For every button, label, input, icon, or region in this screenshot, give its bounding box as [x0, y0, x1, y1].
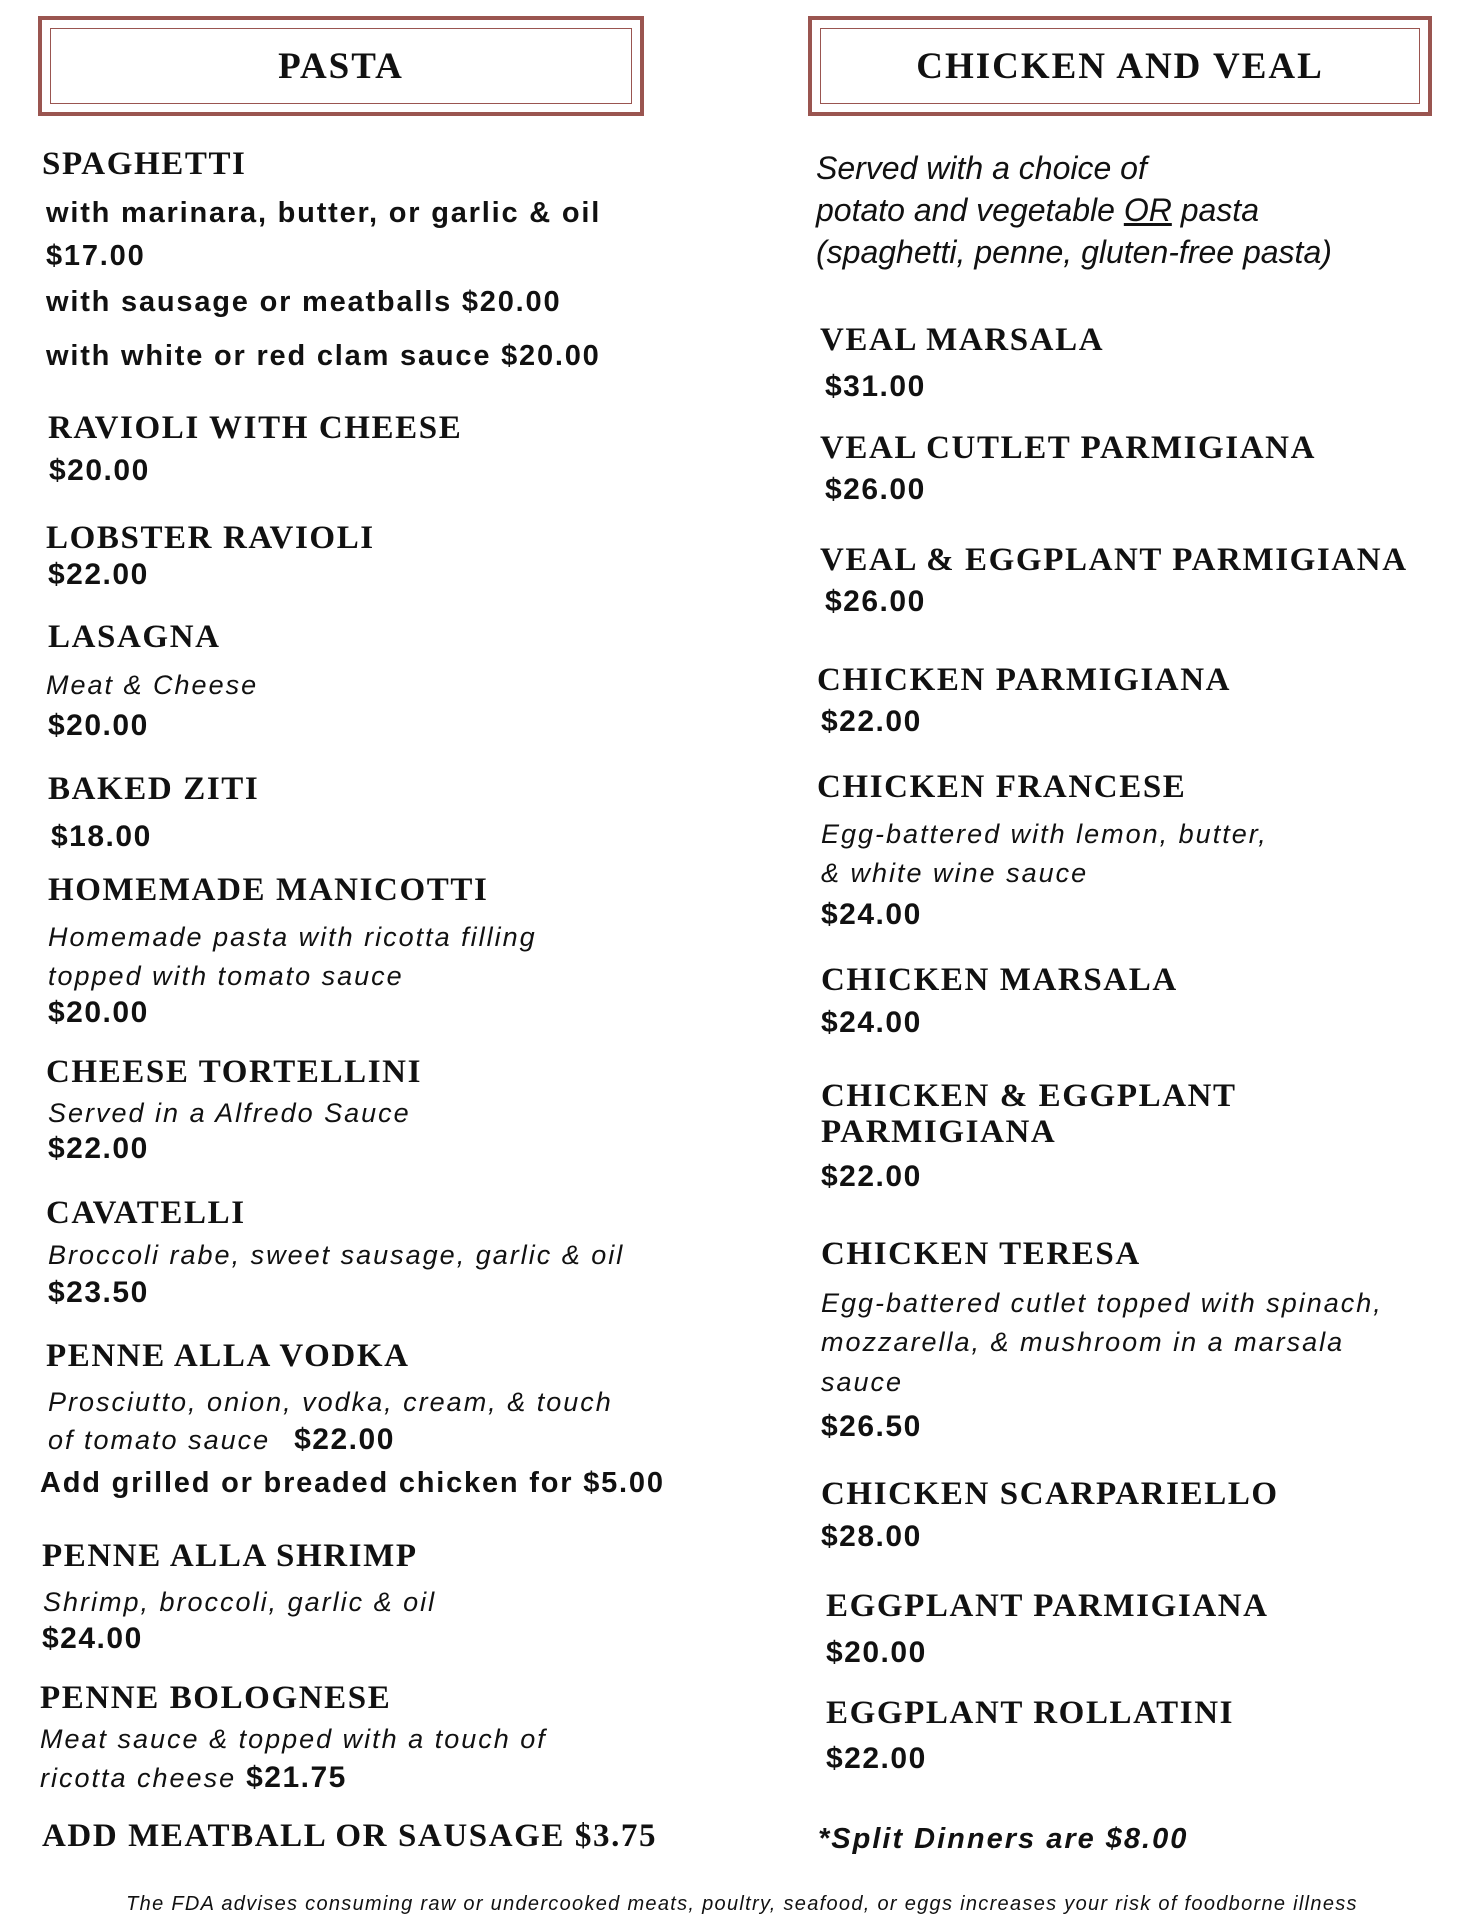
intro-line2-or: OR — [1123, 192, 1172, 228]
penne-vodka-price: $22.00 — [294, 1423, 395, 1456]
cavatelli-price: $23.50 — [48, 1276, 149, 1309]
chicken-teresa-desc-line2: mozzarella, & mushroom in a marsala — [821, 1327, 1345, 1357]
penne-vodka-addon: Add grilled or breaded chicken for $5.00 — [40, 1467, 665, 1499]
lobster-ravioli-price: $22.00 — [48, 558, 149, 591]
chicken-parm-price: $22.00 — [821, 705, 922, 738]
penne-bolognese-desc-line2-text: ricotta cheese — [40, 1763, 237, 1793]
intro-line2-post: pasta — [1171, 192, 1259, 228]
ravioli-price: $20.00 — [49, 454, 150, 487]
penne-vodka-desc-line1: Prosciutto, onion, vodka, cream, & touch — [48, 1387, 613, 1417]
fda-disclaimer: The FDA advises consuming raw or undercooked meats, poultry, seafood, or eggs increases your risk of foodborne illness — [126, 1893, 1358, 1915]
veal-marsala-name: VEAL MARSALA — [820, 322, 1105, 358]
veal-cutlet-price: $26.00 — [825, 473, 926, 506]
penne-vodka-desc-line2-text: of tomato sauce — [48, 1425, 271, 1455]
intro-line2-pre: potato and vegetable — [816, 192, 1124, 228]
penne-shrimp-desc: Shrimp, broccoli, garlic & oil — [43, 1587, 437, 1617]
intro-line1: Served with a choice of — [816, 150, 1147, 186]
chicken-francese-desc-line2: & white wine sauce — [821, 858, 1089, 888]
penne-bolognese-desc-line1: Meat sauce & topped with a touch of — [40, 1724, 547, 1754]
chicken-eggplant-name-line2: PARMIGIANA — [821, 1114, 1057, 1150]
penne-bolognese-price: $21.75 — [246, 1761, 347, 1794]
manicotti-desc-line2: topped with tomato sauce — [48, 961, 404, 991]
spaghetti-option-sausage: with sausage or meatballs $20.00 — [46, 286, 562, 318]
manicotti-price: $20.00 — [48, 996, 149, 1029]
chicken-parm-name: CHICKEN PARMIGIANA — [817, 662, 1232, 698]
intro-line3: (spaghetti, penne, gluten-free pasta) — [816, 234, 1332, 270]
ravioli-name: RAVIOLI WITH CHEESE — [48, 410, 463, 446]
cavatelli-desc: Broccoli rabe, sweet sausage, garlic & oil — [48, 1240, 625, 1270]
chicken-teresa-desc-line3: sauce — [821, 1367, 904, 1397]
chicken-eggplant-name-line1: CHICKEN & EGGPLANT — [821, 1078, 1237, 1114]
eggplant-parm-name: EGGPLANT PARMIGIANA — [826, 1588, 1269, 1624]
penne-bolognese-name: PENNE BOLOGNESE — [40, 1680, 392, 1716]
penne-shrimp-name: PENNE ALLA SHRIMP — [42, 1538, 418, 1574]
penne-vodka-name: PENNE ALLA VODKA — [46, 1338, 410, 1374]
chicken-scarpariello-name: CHICKEN SCARPARIELLO — [821, 1476, 1279, 1512]
pasta-header-box — [38, 16, 644, 116]
intro-line2 — [816, 189, 1332, 231]
lobster-ravioli-name: LOBSTER RAVIOLI — [46, 520, 375, 556]
chicken-veal-header-box — [808, 16, 1432, 116]
tortellini-desc: Served in a Alfredo Sauce — [48, 1098, 411, 1128]
manicotti-desc-line1: Homemade pasta with ricotta filling — [48, 922, 537, 952]
pasta-header: PASTA — [50, 28, 632, 104]
split-dinners-note: *Split Dinners are $8.00 — [818, 1823, 1189, 1855]
chicken-veal-header: CHICKEN AND VEAL — [820, 28, 1420, 104]
chicken-marsala-name: CHICKEN MARSALA — [821, 962, 1178, 998]
chicken-francese-desc-line1: Egg-battered with lemon, butter, — [821, 819, 1268, 849]
baked-ziti-price: $18.00 — [51, 820, 152, 853]
chicken-scarpariello-price: $28.00 — [821, 1520, 922, 1553]
spaghetti-option-marinara-price: $17.00 — [46, 240, 146, 272]
veal-marsala-price: $31.00 — [825, 370, 926, 403]
eggplant-rollatini-name: EGGPLANT ROLLATINI — [826, 1695, 1235, 1731]
tortellini-price: $22.00 — [48, 1132, 149, 1165]
spaghetti-option-clam: with white or red clam sauce $20.00 — [46, 340, 601, 372]
chicken-teresa-desc-line1: Egg-battered cutlet topped with spinach, — [821, 1288, 1383, 1318]
chicken-teresa-price: $26.50 — [821, 1410, 922, 1443]
spaghetti-option-marinara: with marinara, butter, or garlic & oil — [46, 197, 602, 229]
lasagna-desc: Meat & Cheese — [46, 670, 259, 700]
eggplant-parm-price: $20.00 — [826, 1636, 927, 1669]
lasagna-name: LASAGNA — [48, 619, 221, 655]
chicken-francese-price: $24.00 — [821, 898, 922, 931]
chicken-teresa-name: CHICKEN TERESA — [821, 1236, 1141, 1272]
veal-eggplant-price: $26.00 — [825, 585, 926, 618]
tortellini-name: CHEESE TORTELLINI — [46, 1054, 423, 1090]
penne-vodka-desc-line2 — [48, 1423, 395, 1457]
veal-eggplant-name: VEAL & EGGPLANT PARMIGIANA — [820, 542, 1408, 578]
manicotti-name: HOMEMADE MANICOTTI — [48, 872, 489, 908]
add-meatball-sausage: ADD MEATBALL OR SAUSAGE $3.75 — [42, 1818, 658, 1854]
veal-cutlet-name: VEAL CUTLET PARMIGIANA — [820, 430, 1317, 466]
penne-bolognese-desc-line2 — [40, 1761, 347, 1795]
chicken-francese-name: CHICKEN FRANCESE — [817, 769, 1187, 805]
penne-shrimp-price: $24.00 — [42, 1622, 143, 1655]
baked-ziti-name: BAKED ZITI — [48, 771, 260, 807]
chicken-marsala-price: $24.00 — [821, 1006, 922, 1039]
lasagna-price: $20.00 — [48, 709, 149, 742]
cavatelli-name: CAVATELLI — [46, 1195, 246, 1231]
eggplant-rollatini-price: $22.00 — [826, 1742, 927, 1775]
chicken-eggplant-price: $22.00 — [821, 1160, 922, 1193]
chicken-veal-intro — [816, 147, 1332, 273]
spaghetti-name: SPAGHETTI — [42, 146, 247, 182]
